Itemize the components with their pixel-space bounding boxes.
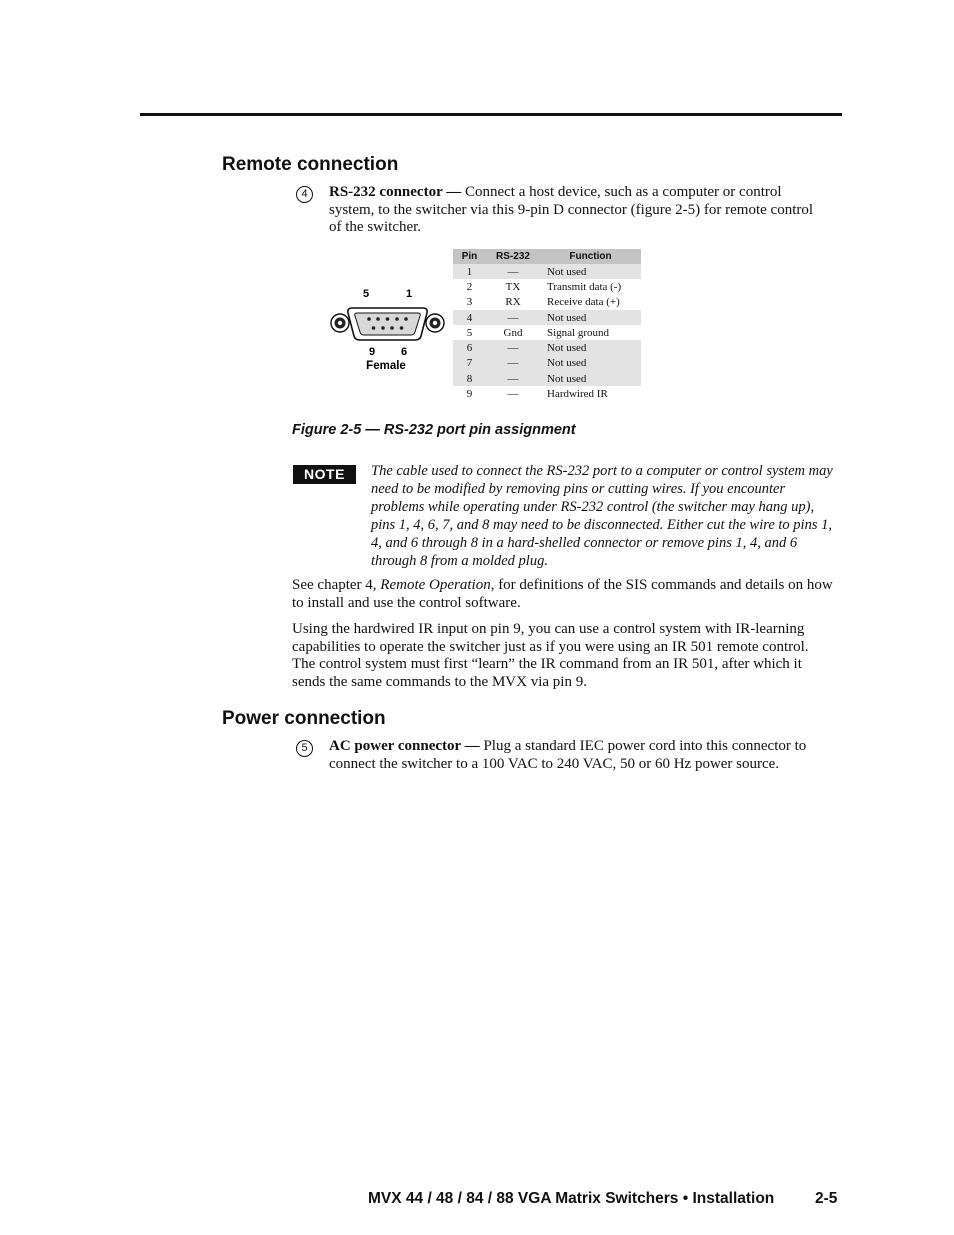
- cell-function: Not used: [540, 356, 641, 371]
- power-lead: AC power connector —: [329, 738, 480, 754]
- rs232-lead: RS-232 connector —: [329, 184, 462, 200]
- cell-rs232: —: [486, 356, 540, 371]
- cell-function: Receive data (+): [547, 296, 620, 309]
- power-paragraph: [329, 738, 834, 773]
- col-header-pin: Pin: [453, 249, 486, 264]
- col-header-function: Function: [540, 249, 641, 264]
- power-text: Plug a standard IEC power cord into this connector to connect the switcher to a 100 VAC to 240 VAC, 50 or 60 Hz power source.: [329, 738, 807, 772]
- note-text: The cable used to connect the RS-232 port to a computer or control system may need to be modified by removing pins or cutting wires. If you encounter problems while operating under RS-232 control (the switcher may hang up), pins 1, 4, 6, 7, and 8 may need to be disconnected. Either cut the wire to pins 1, 4, and 6 through 8 in a hard-shelled connector or remove pins 1, 4, and 6 through 8 from a molded plug.: [371, 463, 833, 569]
- rs232-paragraph: [329, 184, 829, 237]
- table-row: [453, 295, 641, 310]
- cell-rs232: —: [486, 310, 540, 325]
- table-header-row: [453, 249, 641, 264]
- cell-pin: 3: [466, 296, 473, 309]
- cell-rs232: —: [486, 264, 540, 279]
- table-row: [453, 356, 641, 371]
- table-row: [453, 325, 641, 340]
- figure-caption: Figure 2-5 — RS-232 port pin assignment: [292, 422, 576, 438]
- table-row: [453, 371, 641, 386]
- cell-function: Hardwired IR: [547, 388, 608, 401]
- cell-function: Not used: [540, 371, 641, 386]
- screw-right-icon: [426, 314, 444, 332]
- col-header-rs232: RS-232: [486, 249, 540, 264]
- see-chapter-after: , for definitions of the SIS commands and details on how to install and use the control software.: [292, 577, 833, 611]
- pin-label-9: 9: [368, 346, 376, 358]
- cell-pin: 2: [466, 280, 473, 293]
- footer-title: MVX 44 / 48 / 84 / 88 VGA Matrix Switchers • Installation: [368, 1190, 775, 1207]
- cell-pin: 6: [453, 340, 486, 355]
- top-rule: [140, 113, 842, 116]
- pin-label-6: 6: [400, 346, 408, 358]
- cell-function: Transmit data (-): [547, 280, 622, 293]
- table-row: [453, 386, 641, 401]
- cell-pin: 4: [453, 310, 486, 325]
- table-row: [453, 310, 641, 325]
- cell-pin: 9: [466, 388, 473, 401]
- cell-function: Not used: [540, 310, 641, 325]
- item-number-4: 4: [296, 186, 313, 203]
- pin-label-5: 5: [362, 288, 370, 300]
- db9-female-connector-diagram: [325, 283, 450, 378]
- cell-pin: 5: [466, 326, 473, 339]
- screw-left-icon: [331, 314, 349, 332]
- see-chapter-before: See chapter 4,: [292, 577, 381, 593]
- cell-rs232: —: [507, 388, 519, 401]
- pin-label-1: 1: [405, 288, 413, 300]
- cell-function: Signal ground: [547, 326, 610, 339]
- cell-rs232: —: [486, 340, 540, 355]
- cell-rs232: TX: [505, 280, 521, 293]
- cell-rs232: —: [486, 371, 540, 386]
- cell-pin: 7: [453, 356, 486, 371]
- cell-rs232: RX: [505, 296, 521, 309]
- table-row: [453, 340, 641, 355]
- heading-power-connection: Power connection: [222, 708, 386, 729]
- note-badge: NOTE: [293, 465, 356, 484]
- pin-assignment-table: [453, 249, 641, 402]
- item-number-5: 5: [296, 740, 313, 757]
- see-chapter-link-text: Remote Operation: [380, 577, 491, 593]
- cell-function: Not used: [540, 264, 641, 279]
- connector-gender-label: Female: [366, 360, 406, 372]
- cell-rs232: Gnd: [503, 326, 523, 339]
- cell-pin: 8: [453, 371, 486, 386]
- heading-remote-connection: Remote connection: [222, 154, 399, 175]
- connector-socket: [355, 313, 421, 335]
- see-chapter-paragraph: [292, 577, 840, 612]
- table-row: [453, 279, 641, 294]
- rs232-text: Connect a host device, such as a computer or control system, to the switcher via this 9-pin D connector (figure 2-5) for remote control of the switcher.: [329, 184, 814, 235]
- table-row: [453, 264, 641, 279]
- cell-pin: 1: [453, 264, 486, 279]
- ir-paragraph: Using the hardwired IR input on pin 9, you can use a control system with IR-learning capabilities to operate the switcher just as if you were using an IR 501 remote control. The control system must first “learn” the IR command from an IR 501, after which it sends the same commands to the MVX via pin 9.: [292, 621, 809, 690]
- footer-page-number: 2-5: [815, 1190, 838, 1207]
- cell-function: Not used: [540, 340, 641, 355]
